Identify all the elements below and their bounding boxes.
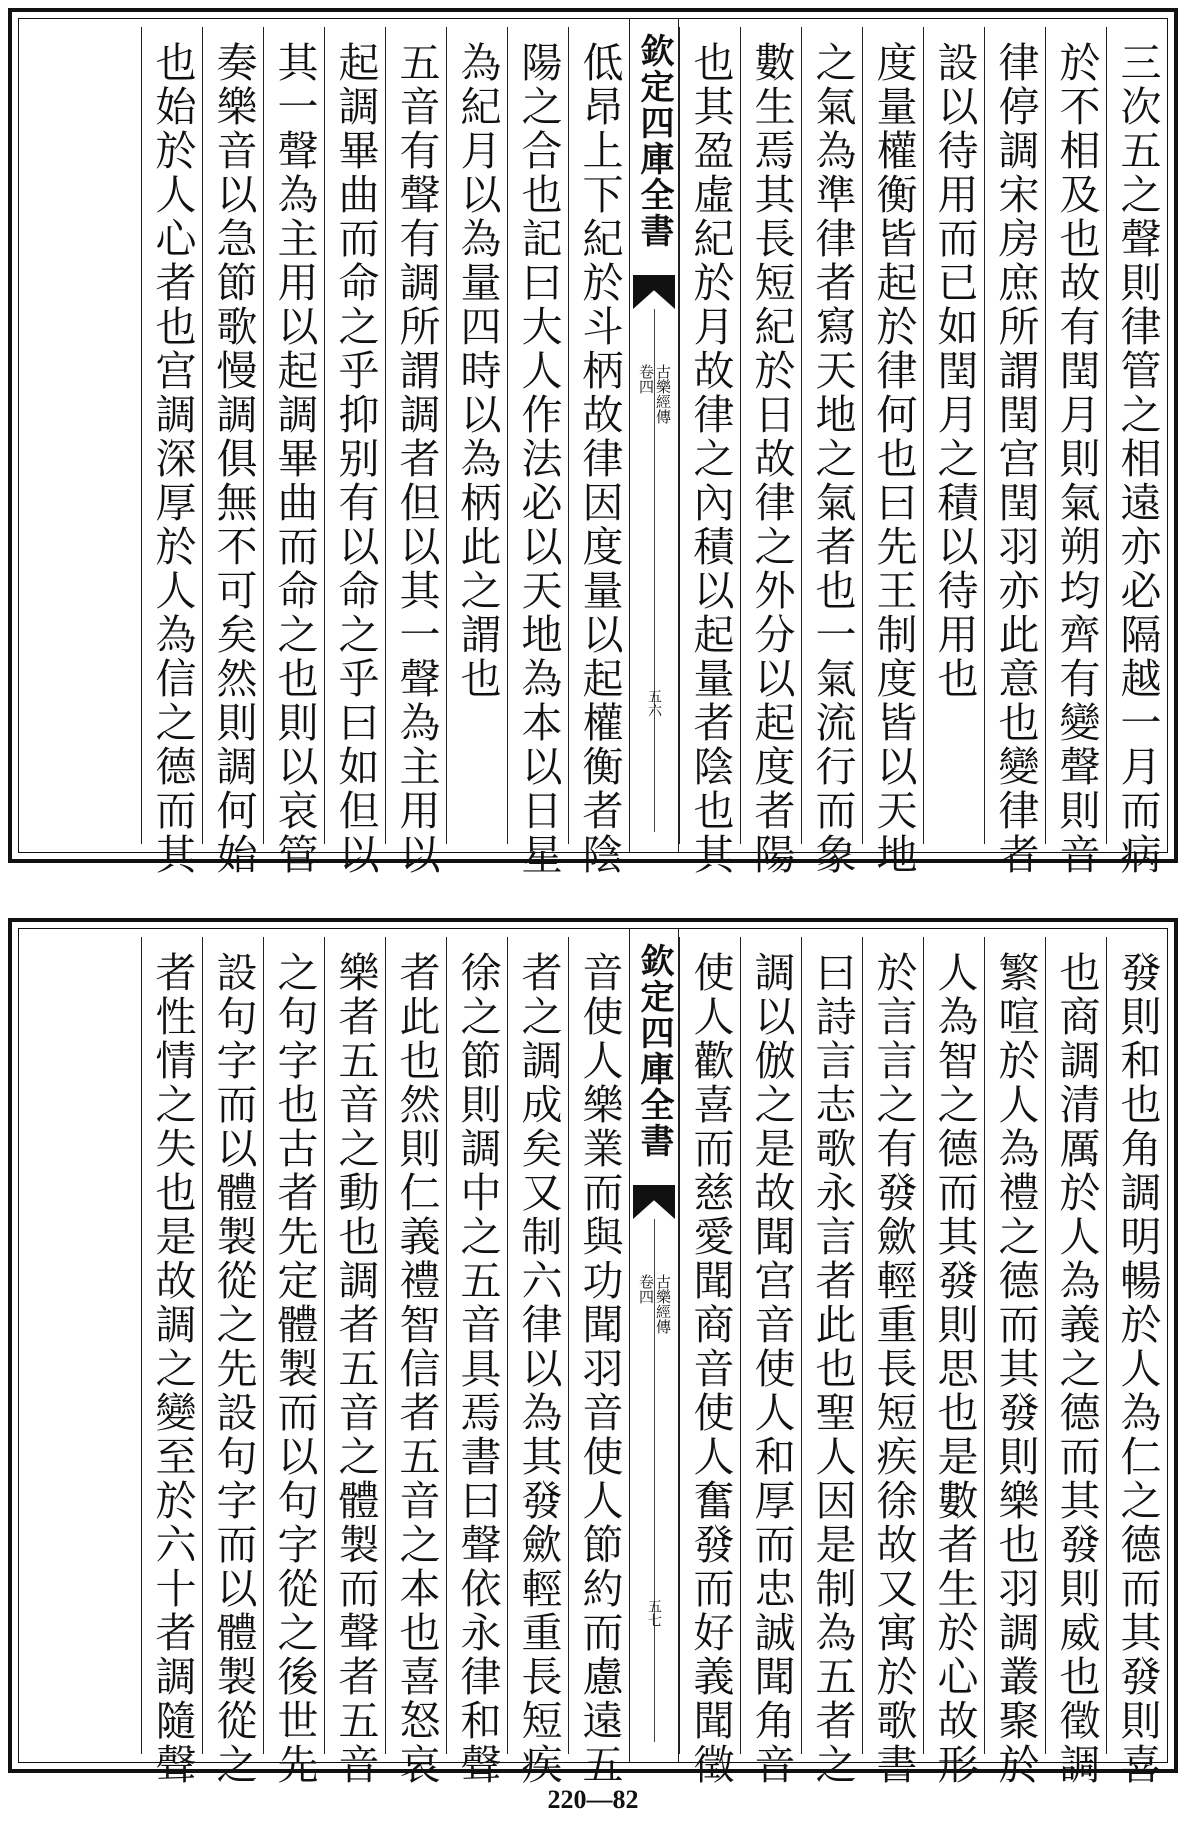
text-column (862, 937, 923, 1787)
band-subtitle-book: 古樂經傳 (654, 364, 672, 424)
column-text: 設以待用而已如閏月之積以待用也 (930, 41, 979, 701)
band-subtitle-book: 古樂經傳 (654, 1274, 672, 1334)
band-title: 欽定四庫全書 (634, 943, 674, 1159)
text-column (507, 27, 568, 877)
center-band (629, 19, 679, 852)
text-column (385, 27, 446, 877)
column-text: 音使人樂業而與功聞羽音使人節約而慮遠五 (575, 951, 624, 1787)
text-column (202, 937, 263, 1787)
column-text: 繁喧於人為禮之德而其發則樂也羽調叢聚於 (991, 951, 1040, 1787)
text-column (923, 937, 984, 1787)
text-column (984, 937, 1045, 1787)
column-text: 者之調成矣又制六律以為其發歛輕重長短疾 (514, 951, 563, 1787)
column-text: 樂者五音之動也調者五音之體製而聲者五音 (331, 951, 380, 1787)
column-text: 低昂上下紀於斗柄故律因度量以起權衡者陰 (575, 41, 624, 877)
column-text: 於不相及也故有閏月則氣朔均齊有變聲則音 (1052, 41, 1101, 877)
column-text: 為紀月以為量四時以為柄此之謂也 (453, 41, 502, 701)
bottom-page-frame (18, 928, 1168, 1787)
column-text: 其一聲為主用以起調畢曲而命之也則以哀管 (270, 41, 319, 877)
text-column (385, 937, 446, 1787)
band-subtitle (630, 1274, 678, 1414)
text-column (1106, 27, 1167, 877)
column-text: 也其盈虛紀於月故律之內積以起量者陰也其 (686, 41, 735, 877)
column-text: 曰詩言志歌永言者此也聖人因是制為五者之 (808, 951, 857, 1787)
text-column (740, 937, 801, 1787)
column-text: 徐之節則調中之五音具焉書曰聲依永律和聲 (453, 951, 502, 1787)
text-column (568, 937, 629, 1787)
text-column (801, 937, 862, 1787)
fishtail-mark (633, 275, 675, 309)
top-page-frame (18, 18, 1168, 877)
text-column (324, 937, 385, 1787)
column-text: 度量權衡皆起於律何也曰先王制度皆以天地 (869, 41, 918, 877)
text-column (862, 27, 923, 877)
text-column (324, 27, 385, 877)
bottom-page (8, 918, 1178, 1787)
text-column (202, 27, 263, 877)
band-page-number: 五七 (646, 1599, 662, 1627)
page-code: 220—82 (547, 1785, 639, 1814)
text-column (1045, 27, 1106, 877)
text-column (923, 27, 984, 844)
text-column (446, 937, 507, 1787)
column-text: 設句字而以體製從之先設句字而以體製從之 (209, 951, 258, 1787)
column-text: 之句字也古者先定體製而以句字從之後世先 (270, 951, 319, 1787)
text-column (141, 937, 202, 1787)
column-text: 者此也然則仁義禮智信者五音之本也喜怒哀 (392, 951, 441, 1787)
column-text: 律停調宋房庶所謂閏宫閏羽亦此意也變律者 (991, 41, 1040, 877)
band-subtitle (630, 364, 678, 504)
column-text: 於言言之有發歛輕重長短疾徐故又寓於歌書 (869, 951, 918, 1787)
column-text: 數生焉其長短紀於日故律之外分以起度者陽 (747, 41, 796, 877)
text-column (263, 27, 324, 877)
text-column (263, 937, 324, 1787)
band-title: 欽定四庫全書 (634, 33, 674, 249)
column-text: 使人歡喜而慈愛聞商音使人奮發而好義聞徵 (686, 951, 735, 1787)
text-column (446, 27, 507, 844)
column-text: 奏樂音以急節歌慢調俱無不可矣然則調何始 (209, 41, 258, 877)
column-text: 之氣為準律者寫天地之氣者也一氣流行而象 (808, 41, 857, 877)
band-page-number: 五六 (646, 689, 662, 717)
column-text: 人為智之德而其發則思也是數者生於心故形 (930, 951, 979, 1787)
center-band (629, 929, 679, 1762)
column-text: 也商調清厲於人為義之德而其發則威也徵調 (1052, 951, 1101, 1787)
text-column (740, 27, 801, 877)
column-text: 也始於人心者也宫調深厚於人為信之德而其 (148, 41, 197, 877)
column-text: 起調畢曲而命之乎抑别有以命之乎曰如但以 (331, 41, 380, 877)
band-subtitle-volume: 卷四 (637, 364, 655, 394)
text-column (679, 27, 740, 877)
text-column (507, 937, 568, 1787)
text-column (984, 27, 1045, 877)
text-column (1045, 937, 1106, 1787)
text-column (801, 27, 862, 877)
column-text: 調以倣之是故聞宫音使人和厚而忠誠聞角音 (747, 951, 796, 1787)
column-text: 陽之合也記曰大人作法必以天地為本以日星 (514, 41, 563, 877)
text-column (568, 27, 629, 877)
column-text: 發則和也角調明暢於人為仁之德而其發則喜 (1113, 951, 1162, 1787)
fishtail-mark (633, 1185, 675, 1219)
column-text: 三次五之聲則律管之相遠亦必隔越一月而病 (1113, 41, 1162, 877)
column-text: 五音有聲有調所謂調者但以其一聲為主用以 (392, 41, 441, 877)
text-column (1106, 937, 1167, 1787)
text-column (679, 937, 740, 1787)
top-page (8, 8, 1178, 877)
column-text: 者性情之失也是故調之變至於六十者調隨聲 (148, 951, 197, 1787)
band-subtitle-volume: 卷四 (637, 1274, 655, 1304)
text-column (141, 27, 202, 877)
